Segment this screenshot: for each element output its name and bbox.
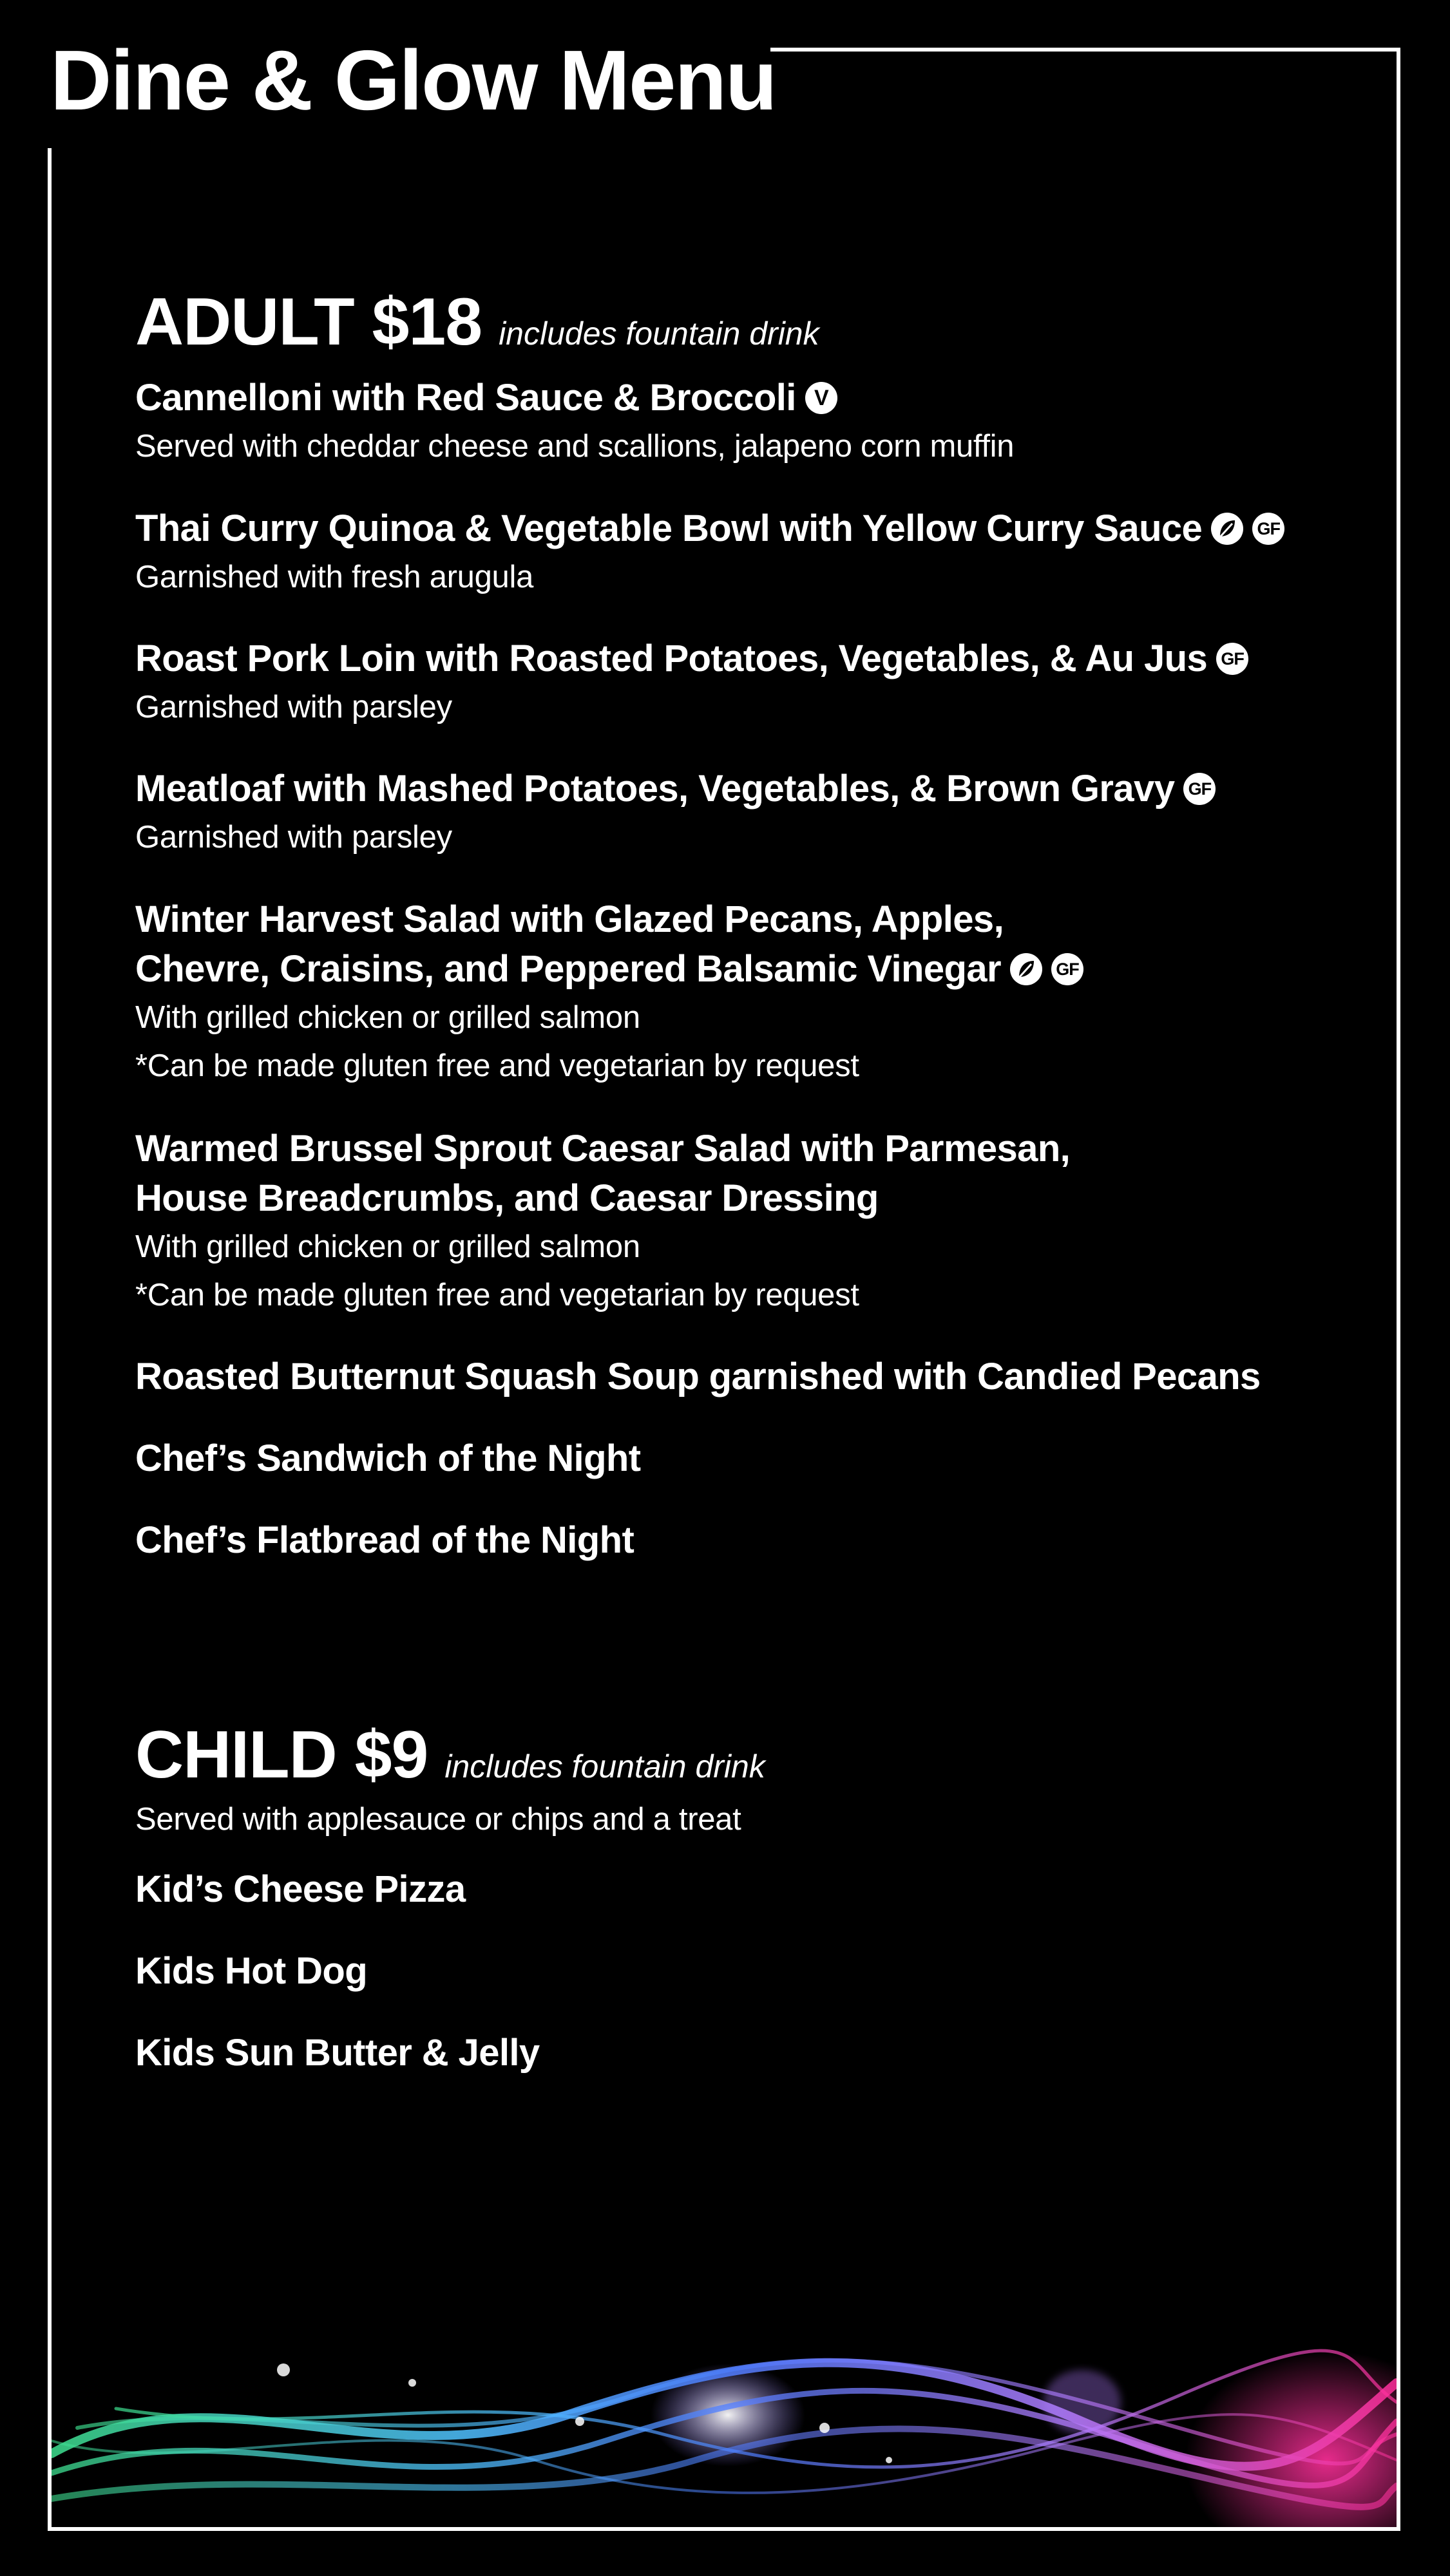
adult-price-label: ADULT $18: [135, 285, 482, 359]
menu-item-winter-harvest-salad: [135, 895, 1372, 1090]
item-description: With grilled chicken or grilled salmon: [135, 1000, 640, 1035]
item-name: Chef’s Sandwich of the Night: [135, 1437, 641, 1479]
item-description: Garnished with parsley: [135, 820, 452, 855]
menu-item-butternut-squash-soup: [135, 1352, 1372, 1401]
adult-drink-note: includes fountain drink: [499, 316, 819, 352]
frame-left-line: [48, 148, 52, 2531]
item-note: *Can be made gluten free and vegetarian by request: [135, 1278, 859, 1312]
menu-item-chefs-flatbread: [135, 1515, 1372, 1565]
glow-light-waves-decoration: [52, 2267, 1397, 2527]
menu-item-thai-curry-bowl: [135, 504, 1372, 601]
menu-item-kids-hot-dog: [135, 1946, 1372, 1996]
item-name: Roast Pork Loin with Roasted Potatoes, Vegetables, & Au Jus: [135, 638, 1208, 679]
gluten-free-badge-icon: GF: [1051, 953, 1083, 985]
item-description: Garnished with parsley: [135, 690, 452, 724]
child-drink-note: includes fountain drink: [444, 1748, 765, 1785]
menu-item-cannelloni: [135, 373, 1372, 471]
frame-top-line: [770, 48, 1400, 52]
item-name: Roasted Butternut Squash Soup garnished with Candied Pecans: [135, 1356, 1261, 1397]
item-name-line: Winter Harvest Salad with Glazed Pecans, Apples,: [135, 898, 1004, 940]
gluten-free-badge-icon: GF: [1183, 773, 1216, 805]
item-name: Chef’s Flatbread of the Night: [135, 1519, 634, 1561]
menu-item-chefs-sandwich: [135, 1434, 1372, 1483]
menu-item-roast-pork-loin: [135, 634, 1372, 732]
frame-bottom-line: [48, 2527, 1400, 2531]
menu-item-kids-sun-butter-jelly: [135, 2028, 1372, 2078]
vegan-badge-icon: V: [805, 382, 837, 414]
item-description: Garnished with fresh arugula: [135, 560, 534, 594]
menu-item-meatloaf: [135, 764, 1372, 862]
child-price-label: CHILD $9: [135, 1718, 428, 1792]
leaf-icon: [1211, 513, 1243, 545]
item-name-line: House Breadcrumbs, and Caesar Dressing: [135, 1177, 879, 1219]
item-name: Kids Hot Dog: [135, 1950, 368, 1992]
item-name: Kids Sun Butter & Jelly: [135, 2032, 540, 2074]
child-section-subtitle: [135, 1795, 1372, 1844]
gluten-free-badge-icon: GF: [1216, 643, 1248, 675]
frame-right-line: [1397, 48, 1400, 2531]
item-name: Meatloaf with Mashed Potatoes, Vegetables, & Brown Gravy: [135, 768, 1175, 810]
adult-section-header: [135, 282, 819, 363]
item-name-line: Warmed Brussel Sprout Caesar Salad with Parmesan,: [135, 1128, 1071, 1170]
item-name-line: Chevre, Craisins, and Peppered Balsamic Vinegar: [135, 948, 1001, 990]
item-name: Cannelloni with Red Sauce & Broccoli: [135, 377, 796, 419]
leaf-icon: [1010, 953, 1042, 985]
item-name: Kid’s Cheese Pizza: [135, 1868, 466, 1910]
menu-item-brussel-sprout-caesar: [135, 1124, 1372, 1320]
item-description: With grilled chicken or grilled salmon: [135, 1229, 640, 1264]
item-description: Served with cheddar cheese and scallions, jalapeno corn muffin: [135, 429, 1015, 464]
item-name: Thai Curry Quinoa & Vegetable Bowl with Yellow Curry Sauce: [135, 507, 1203, 549]
menu-item-kids-cheese-pizza: [135, 1864, 1372, 1914]
item-note: *Can be made gluten free and vegetarian by request: [135, 1048, 859, 1083]
page-title: Dine & Glow Menu: [50, 33, 776, 128]
child-sides-note: Served with applesauce or chips and a treat: [135, 1802, 741, 1837]
child-section-header: [135, 1715, 765, 1795]
gluten-free-badge-icon: GF: [1252, 513, 1284, 545]
